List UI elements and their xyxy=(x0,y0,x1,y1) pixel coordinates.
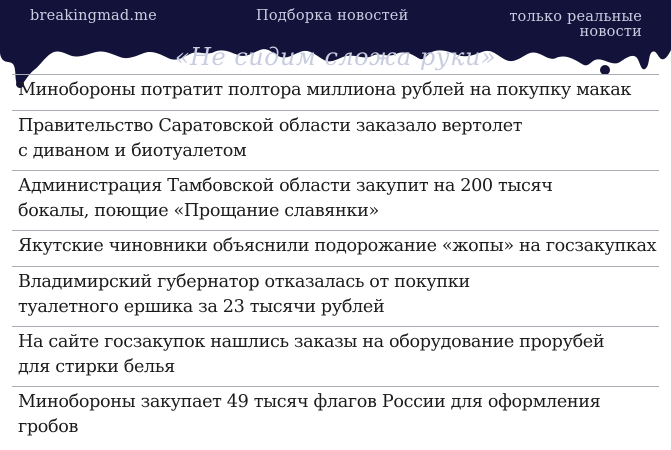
headline-text-cont: гробов xyxy=(18,417,79,437)
section-label: Подборка новостей xyxy=(256,8,409,24)
headline-text: На сайте госзакупок нашлись заказы на оборудование прорубей xyxy=(18,332,605,352)
headline-item[interactable] xyxy=(12,386,659,446)
tagline xyxy=(482,10,642,40)
headline-item[interactable] xyxy=(12,110,659,170)
headline-text: Минобороны потратит полтора миллиона рублей на покупку макак xyxy=(18,80,631,100)
headline-text-cont: для стирки белья xyxy=(18,357,175,377)
headline-text: Минобороны закупает 49 тысяч флагов России для оформления xyxy=(18,392,601,412)
headline-text-cont: с диваном и биотуалетом xyxy=(18,141,247,161)
tagline-line-2: новости xyxy=(579,24,642,40)
headline-item[interactable] xyxy=(12,266,659,326)
headline-text: Владимирский губернатор отказалась от покупки xyxy=(18,272,470,292)
tagline-line-1: только реальные xyxy=(509,9,642,25)
headline-text: Администрация Тамбовской области закупит на 200 тысяч xyxy=(18,176,553,196)
site-name[interactable]: breakingmad.me xyxy=(30,8,157,24)
headline-item[interactable] xyxy=(12,230,659,266)
headline-text-cont: туалетного ершика за 23 тысячи рублей xyxy=(18,297,385,317)
headline-text: Правительство Саратовской области заказало вертолет xyxy=(18,116,523,136)
headline-item[interactable] xyxy=(12,326,659,386)
page-title: «Не сидим сложа руки» xyxy=(174,43,497,71)
headline-text: Якутские чиновники объяснили подорожание «жопы» на госзакупках xyxy=(18,236,657,256)
headline-text-cont: бокалы, поющие «Прощание славянки» xyxy=(18,201,379,221)
headline-item[interactable] xyxy=(12,170,659,230)
headline-item[interactable] xyxy=(12,74,659,110)
headline-list xyxy=(0,74,671,446)
